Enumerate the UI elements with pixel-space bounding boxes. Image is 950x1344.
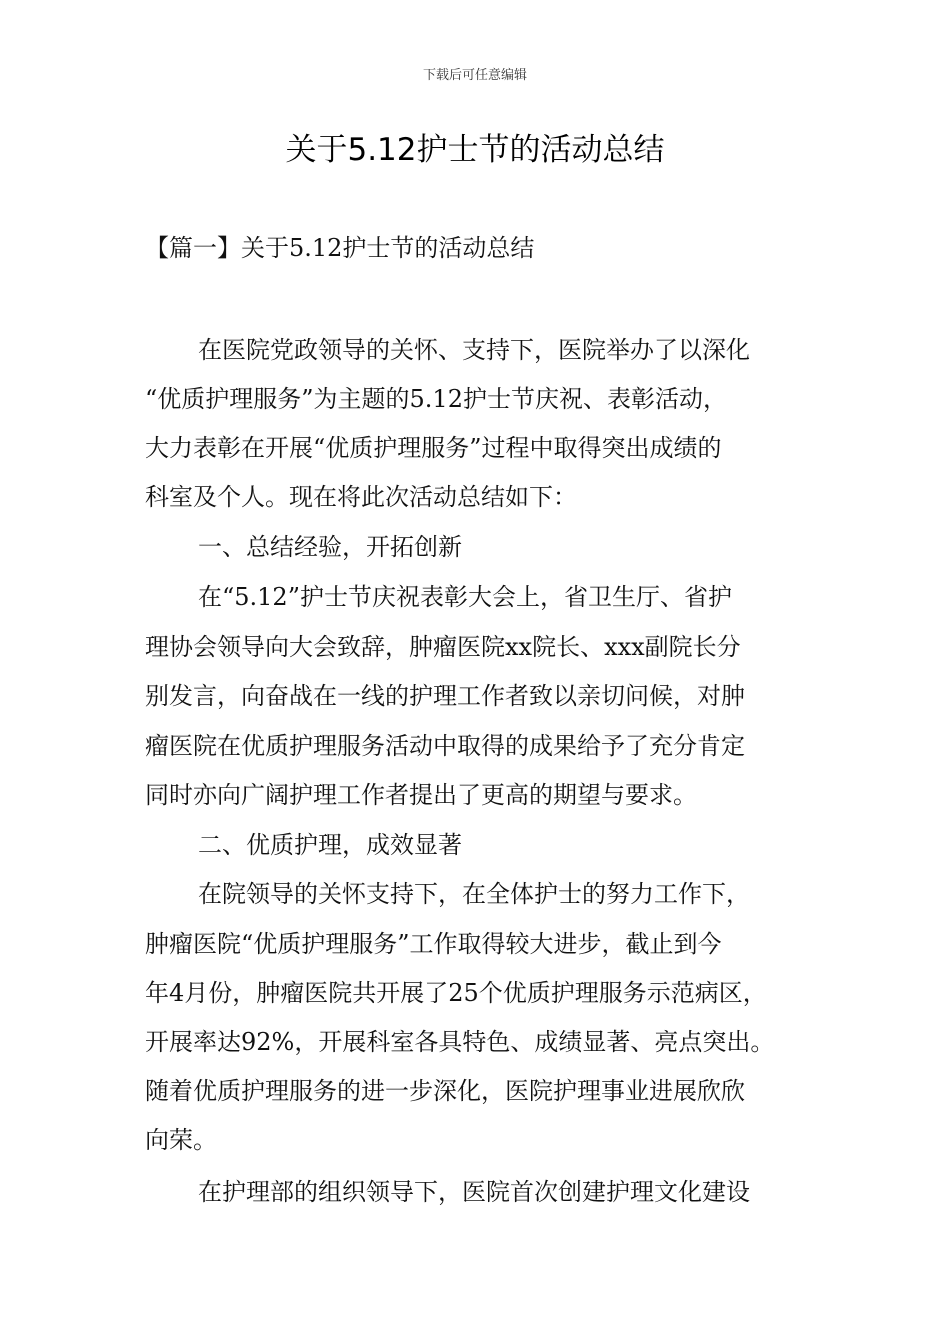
paragraph-line: 在医院党政领导的关怀、支持下，医院举办了以深化 (198, 336, 750, 364)
paragraph-line: “优质护理服务”为主题的5.12护士节庆祝、表彰活动， (145, 385, 727, 413)
paragraph-line: 瘤医院在优质护理服务活动中取得的成果给予了充分肯定 (145, 732, 745, 760)
paragraph-line: 开展率达92%，开展科室各具特色、成绩显著、亮点突出。 (145, 1028, 775, 1056)
section-heading: 【篇一】关于5.12护士节的活动总结 (145, 234, 535, 262)
paragraph-line: 科室及个人。现在将此次活动总结如下： (145, 483, 577, 511)
section-subheading: 一、总结经验，开拓创新 (198, 533, 462, 561)
paragraph-line: 在护理部的组织领导下，医院首次创建护理文化建设 (198, 1178, 750, 1206)
header-note: 下载后可任意编辑 (422, 68, 527, 83)
paragraph-line: 理协会领导向大会致辞，肿瘤医院xx院长、xxx副院长分 (145, 633, 741, 661)
paragraph-line: 同时亦向广阔护理工作者提出了更高的期望与要求。 (145, 781, 697, 809)
paragraph-line: 随着优质护理服务的进一步深化，医院护理事业进展欣欣 (145, 1077, 745, 1105)
paragraph-line: 在院领导的关怀支持下，在全体护士的努力工作下， (198, 880, 750, 908)
section-subheading: 二、优质护理，成效显著 (198, 831, 462, 859)
paragraph-line: 在“5.12”护士节庆祝表彰大会上，省卫生厅、省护 (198, 583, 732, 611)
paragraph-line: 年4月份，肿瘤医院共开展了25个优质护理服务示范病区， (145, 979, 767, 1007)
paragraph-line: 别发言，向奋战在一线的护理工作者致以亲切问候，对肿 (145, 682, 745, 710)
paragraph-line: 肿瘤医院“优质护理服务”工作取得较大进步，截止到今 (145, 930, 722, 958)
paragraph-line: 大力表彰在开展“优质护理服务”过程中取得突出成绩的 (145, 434, 722, 462)
document-title: 关于5.12护士节的活动总结 (285, 132, 665, 168)
paragraph-line: 向荣。 (145, 1126, 217, 1154)
